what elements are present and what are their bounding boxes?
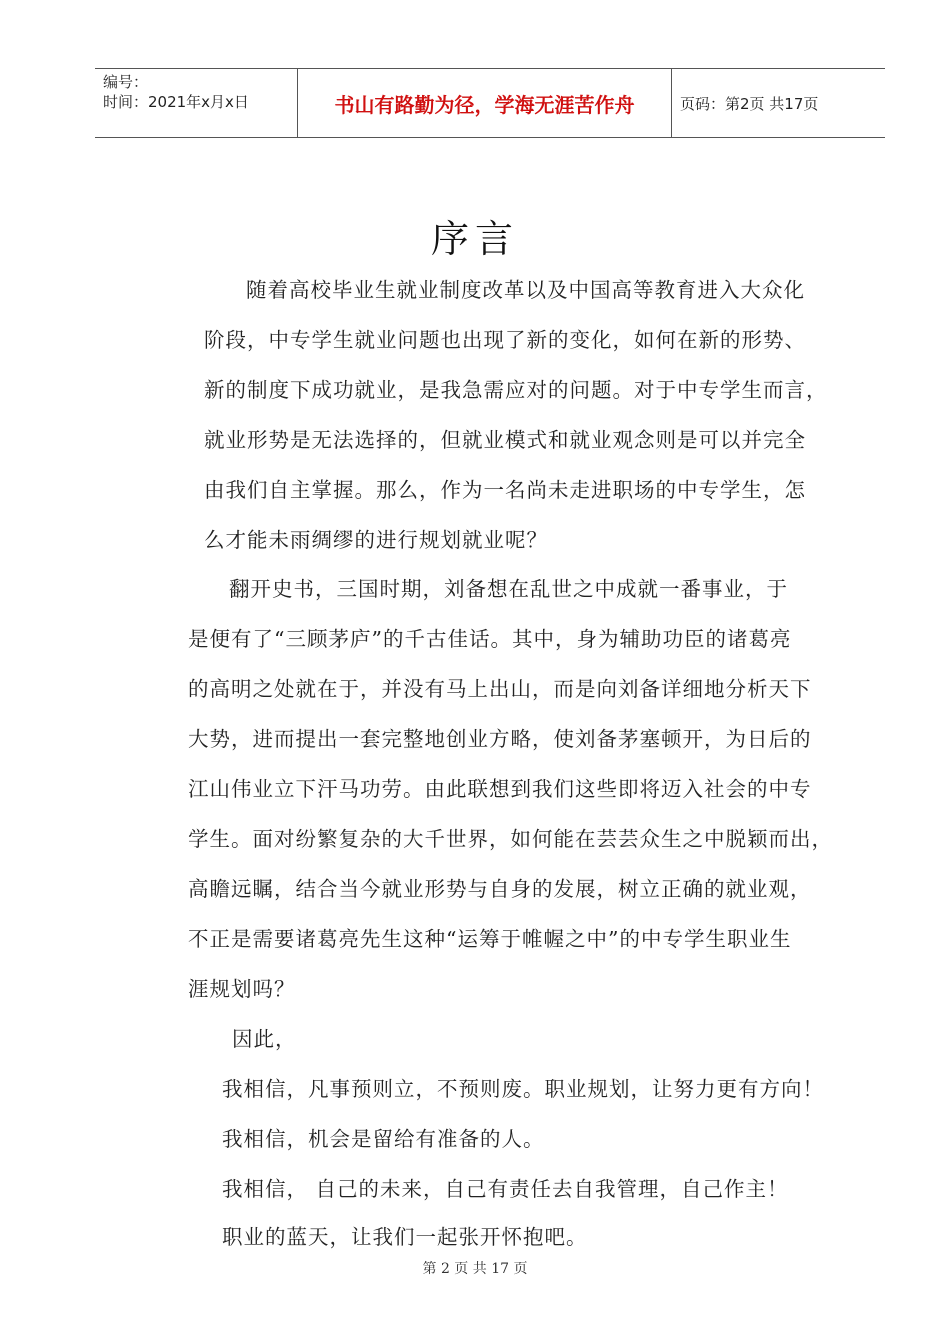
body-line: 江山伟业立下汗马功劳。由此联想到我们这些即将迈入社会的中专: [188, 777, 812, 801]
body-line: 不正是需要诸葛亮先生这种“运筹于帷幄之中”的中专学生职业生: [188, 927, 792, 951]
document-time-label: 时间：2021年x月x日: [103, 93, 249, 111]
body-line: 大势，进而提出一套完整地创业方略，使刘备茅塞顿开，为日后的: [188, 727, 812, 751]
body-line: 因此，: [232, 1027, 297, 1051]
page-title: 序言: [430, 217, 519, 261]
body-line: 是便有了“三顾茅庐”的千古佳话。其中，身为辅助功臣的诸葛亮: [188, 627, 792, 651]
header-motto: 书山有路勤为径，学海无涯苦作舟: [334, 92, 635, 117]
header-page-cell: [672, 69, 885, 137]
body-line: 我相信， 自己的未来，自己有责任去自我管理，自己作主！: [222, 1177, 789, 1201]
page-header: [95, 68, 885, 138]
header-motto-cell: [298, 69, 672, 137]
body-line: 由我们自主掌握。那么，作为一名尚未走进职场的中专学生，怎: [204, 478, 806, 502]
body-line: 涯规划吗？: [188, 977, 296, 1001]
page-footer: 第 2 页 共 17 页: [422, 1261, 528, 1277]
header-meta-cell: [95, 69, 298, 137]
body-line: 就业形势是无法选择的，但就业模式和就业观念则是可以并完全: [204, 428, 806, 452]
body-line: 学生。面对纷繁复杂的大千世界，如何能在芸芸众生之中脱颖而出，: [188, 827, 833, 851]
body-line: 随着高校毕业生就业制度改革以及中国高等教育进入大众化: [246, 278, 805, 302]
body-line: 我相信，凡事预则立，不预则废。职业规划，让努力更有方向！: [222, 1077, 824, 1101]
body-line: 的高明之处就在于，并没有马上出山，而是向刘备详细地分析天下: [188, 677, 812, 701]
body-line: 职业的蓝天，让我们一起张开怀抱吧。: [222, 1225, 588, 1249]
body-line: 新的制度下成功就业，是我急需应对的问题。对于中专学生而言，: [204, 378, 828, 402]
body-line: 么才能未雨绸缪的进行规划就业呢？: [204, 528, 548, 552]
body-line: 阶段，中专学生就业问题也出现了新的变化，如何在新的形势、: [204, 328, 806, 352]
body-line: 高瞻远瞩，结合当今就业形势与自身的发展，树立正确的就业观，: [188, 877, 812, 901]
body-line: 翻开史书，三国时期，刘备想在乱世之中成就一番事业，于: [229, 577, 788, 601]
header-page-code: 页码：第2页 共17页: [680, 94, 819, 113]
document-number-label: 编号：: [103, 73, 149, 91]
body-line: 我相信，机会是留给有准备的人。: [222, 1127, 545, 1151]
